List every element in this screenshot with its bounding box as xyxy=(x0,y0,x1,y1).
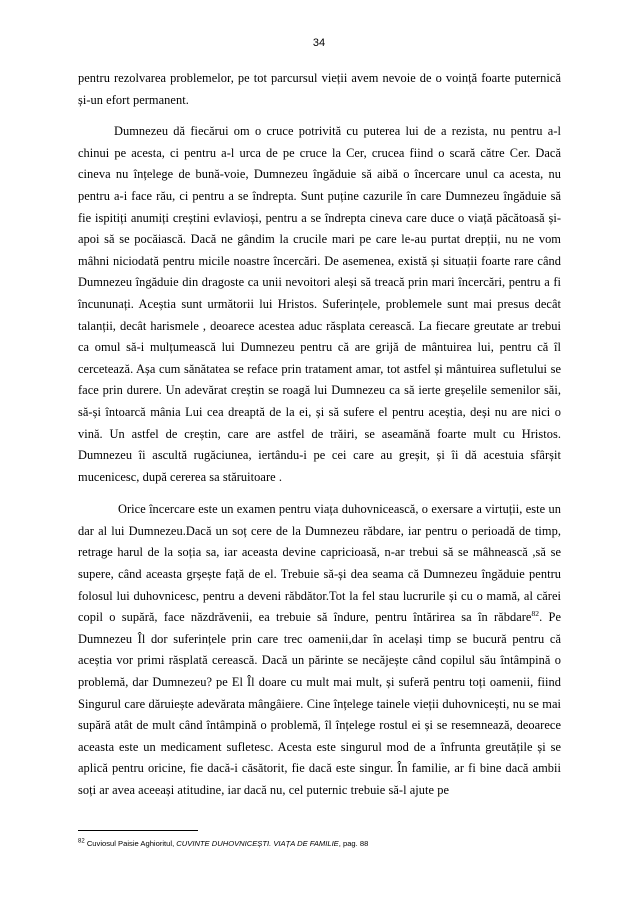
body-text xyxy=(78,68,561,802)
footnote-author: Cuviosul Paisie Aghioritul, xyxy=(86,839,177,848)
footnote-marker: 82 xyxy=(78,838,85,845)
footnote-reference[interactable]: 82 xyxy=(531,609,540,619)
paragraph-3-text-before-ref: Orice încercare este un examen pentru viața duhovnicească, o exersare a virtuții, este un dar al lui Dumnezeu.Dacă un soț cere de la Dumnezeu răbdare, iar pentru o perioadă de timp, retrage harul de la soția sa, iar aceasta devine capricioasă, n-ar trebui să se mâhnească ,să se supere, când aceasta grșește față de el. Trebuie să-și dea seama că Dumnezeu îngăduie pentru folosul lui duhovnicesc, pentru a deveni răbdător.Tot la fel stau lucrurile și cu o mamă, al cărei copil o supără, face năzdrăvenii, ea trebuie să îndure, pentru întărirea sa în răbdare xyxy=(78,502,561,625)
paragraph-3 xyxy=(78,499,561,801)
page-number: 34 xyxy=(312,37,326,49)
paragraph-1: pentru rezolvarea problemelor, pe tot parcursul vieții avem nevoie de o voință foarte puternică și-un efort permanent. xyxy=(78,71,561,107)
footnote-book-title: CUVINTE DUHOVNICEȘTI. VIAȚA DE FAMILIE xyxy=(176,839,339,848)
paragraph-2: Dumnezeu dă fiecărui om o cruce potrivită cu puterea lui de a rezista, nu pentru a-l chinui pe acesta, ci pentru a-l urca de pe cruce la Cer, crucea fiind o scară către Cer. Dacă cineva nu înțelege de bună-voie, Dumnezeu îngăduie să aibă o încercare unul ca acesta, nu pentru a-i face rău, ci pentru a se îndrepta. Sunt puține cazurile în care Dumnezeu îngăduie să fie ispitiți anumiți creștini evlavioși, pentru a se îndrepta cineva care duce o viață păcătoasă și-apoi să se pocăiască. Dacă ne gândim la crucile mari pe care le-au purtat drepții, nu ne vom mâhni niciodată pentru micile noastre încercări. De asemenea, există și situații foarte rare când Dumnezeu îngăduie din dragoste ca unii nevoitori aleși să treacă prin mari încercări, pentru a fi încununați. Aceștia sunt următorii lui Hristos. Suferințele, problemele sunt mai presus decât talanții, decât harismele , deoarece acestea aduc răsplata cerească. La fiecare greutate ar trebui ca omul să-i mulțumească lui Dumnezeu pentru că are grijă de mântuirea lui, pentru că îl cercetează. Așa cum sănătatea se reface prin tratament amar, tot astfel și mântuirea sufletului se face prin durere. Un adevărat creștin se roagă lui Dumnezeu ca să ierte greșelile semenilor săi, să-și întoarcă mânia Lui cea dreaptă de la ei, și să sufere el pentru aceștia, deși nu are nici o vină. Un astfel de creștin, care are astfel de trăiri, se aseamănă foarte mult cu Hristos. Dumnezeu îi ascultă rugăciunea, iertându-i pe cei care au greșit, și îi dă acestuia sfârșit mucenicesc, după cererea sa stăruitoare . xyxy=(78,124,561,484)
footnote xyxy=(78,838,561,849)
footnote-page-ref: , pag. 88 xyxy=(338,839,369,848)
footnote-separator xyxy=(78,830,198,831)
paragraph-3-text-after-ref: . Pe Dumnezeu Îl dor suferințele prin care trec oamenii,dar în același timp se bucură pentru că aceștia vor primi răsplată cerească. Dacă un părinte se necăjește când copilul său întâmpină o problemă, dar Dumnezeu? pe El Îl doare cu mult mai mult, și suferă pentru toți oamenii, fiind Singurul care dăruiește adevărata mângâiere. Cine înțelege tainele vieții duhovnicești, nu se mai supără atât de mult când întâmpină o problemă, îl înțelege rostul ei și se resemnează, deoarece aceasta este un medicament sufletesc. Acesta este singurul mod de a înfrunta greutățile și se aplică pentru oricine, fie dacă-i căsătorit, fie dacă este singur. În familie, ar fi bine dacă ambii soți ar avea aceeași atitudine, iar dacă nu, cel puternic trebuie să-l ajute pe xyxy=(78,610,561,797)
